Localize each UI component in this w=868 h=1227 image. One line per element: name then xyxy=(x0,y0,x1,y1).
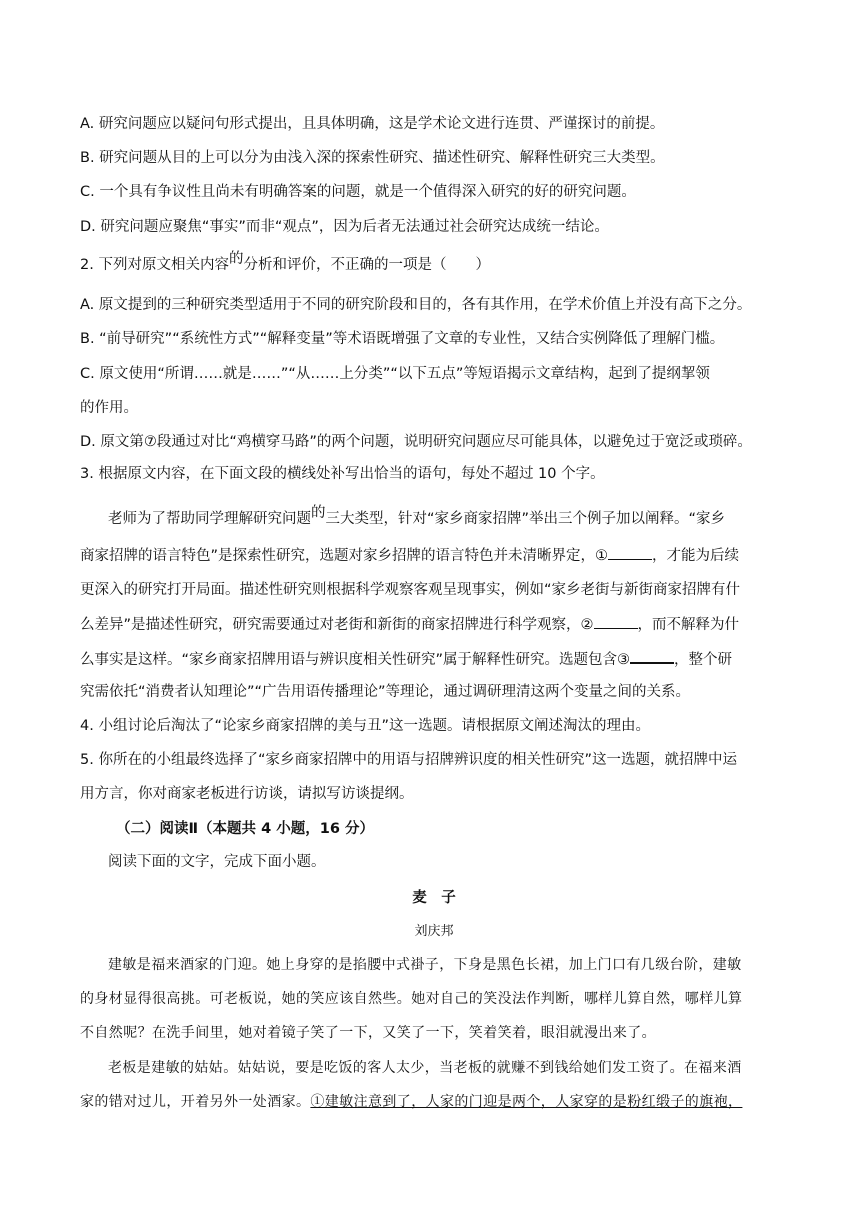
story-p2-l2a: 家的错对过儿，开着另外一处酒家。 xyxy=(80,1094,311,1110)
section-heading: （二）阅读Ⅱ（本题共 4 小题，16 分） xyxy=(116,821,374,837)
passage-l2a: 商家招牌的语言特色”是探索性研究，选题对家乡招牌的语言特色并未清晰界定，① xyxy=(80,548,609,564)
q2-option-c-line1: C. 原文使用“所谓……就是……”“从……上分类”“以下五点”等短语揭示文章结构，起到了提纲挈领 xyxy=(80,366,710,382)
q2-stem-sup: 的 xyxy=(228,251,244,267)
story-p2-line2 xyxy=(80,1092,742,1112)
passage-l4a: 么差异”是描述性研究，研究需要通过对老街和新街的商家招牌进行科学观察，② xyxy=(80,617,594,633)
question2-stem xyxy=(80,251,490,275)
passage-l1-sup: 的 xyxy=(311,505,326,521)
passage-l1b: 三大类型，针对“家乡商家招牌”举出三个例子加以阐释。“家乡 xyxy=(325,511,726,527)
story-p2-line1: 老板是建敏的姑姑。姑姑说，要是吃饭的客人太少，当老板的就赚不到钱给她们发工资了。在福来酒 xyxy=(108,1060,742,1076)
story-p1-line2: 的身材显得很高挑。可老板说，她的笑应该自然些。她对自己的笑没法作判断，哪样儿算自然，哪样儿算 xyxy=(80,991,743,1007)
story-author: 刘庆邦 xyxy=(414,924,454,939)
answer-blank-2[interactable] xyxy=(594,614,638,629)
question4: 4. 小组讨论后淘汰了“论家乡商家招牌的美与丑”这一选题。请根据原文阐述淘汰的理由。 xyxy=(80,718,650,734)
story-title: 麦 子 xyxy=(412,890,456,906)
question3: 3. 根据原文内容，在下面文段的横线处补写出恰当的语句，每处不超过 10 个字。 xyxy=(80,466,605,482)
story-p1-line3: 不自然呢？在洗手间里，她对着镜子笑了一下，又笑了一下，笑着笑着，眼泪就漫出来了。 xyxy=(80,1025,656,1041)
passage-l5a: 么事实是这样。“家乡商家招牌用语与辨识度相关性研究”属于解释性研究。选题包含③ xyxy=(80,652,631,668)
passage-line4 xyxy=(80,614,739,635)
q2-stem-a: 2. 下列对原文相关内容 xyxy=(80,257,229,273)
answer-blank-3[interactable] xyxy=(630,648,674,664)
story-p1-line1: 建敏是福来酒家的门迎。她上身穿的是掐腰中式褂子，下身是黑色长裙，加上门口有几级台阶，建敏 xyxy=(108,957,742,973)
passage-line6: 究需依托“消费者认知理论”“广告用语传播理论”等理论，通过调研理清这两个变量之间的关系。 xyxy=(80,684,691,700)
passage-l1a: 老师为了帮助同学理解研究问题 xyxy=(108,511,311,527)
passage-line2 xyxy=(80,545,739,566)
question5-line2: 用方言，你对商家老板进行访谈，请拟写访谈提纲。 xyxy=(80,786,414,802)
q2-option-a: A. 原文提到的三种研究类型适用于不同的研究阶段和目的，各有其作用，在学术价值上并没有高下之分。 xyxy=(80,297,752,313)
option-d: D. 研究问题应聚焦“事实”而非“观点”，因为后者无法通过社会研究达成统一结论。 xyxy=(80,219,609,235)
passage-line1 xyxy=(108,505,726,529)
answer-blank-1[interactable] xyxy=(608,545,652,560)
underlined-sentence-1: ①建敏注意到了，人家的门迎是两个，人家穿的是粉红缎子的旗袍， xyxy=(310,1094,743,1110)
reading-instruction: 阅读下面的文字，完成下面小题。 xyxy=(108,854,326,870)
q2-stem-b: 分析和评价，不正确的一项是（ ） xyxy=(243,257,490,273)
q2-option-c-line2: 的作用。 xyxy=(80,400,138,416)
passage-line5 xyxy=(80,648,732,670)
option-b: B. 研究问题从目的上可以分为由浅入深的探索性研究、描述性研究、解释性研究三大类型。 xyxy=(80,150,665,166)
option-c: C. 一个具有争议性且尚未有明确答案的问题，就是一个值得深入研究的好的研究问题。 xyxy=(80,184,636,200)
passage-l4b: ，而不解释为什 xyxy=(637,617,740,633)
q2-option-b: B. “前导研究”“系统性方式”“解释变量”等术语既增强了文章的专业性，又结合实例降低了理解门槛。 xyxy=(80,331,725,347)
question5-line1: 5. 你所在的小组最终选择了“家乡商家招牌中的用语与招牌辨识度的相关性研究”这一选题，就招牌中运 xyxy=(80,752,737,768)
passage-l5b: ，整个研 xyxy=(674,652,733,668)
q2-option-d: D. 原文第⑦段通过对比“鸡横穿马路”的两个问题，说明研究问题应尽可能具体，以避免过于宽泛或琐碎。 xyxy=(80,434,752,450)
passage-l2b: ，才能为后续 xyxy=(652,548,740,564)
passage-line3: 更深入的研究打开局面。描述性研究则根据科学观察客观呈现事实，例如“家乡老街与新街商家招牌有什 xyxy=(80,582,741,598)
option-a: A. 研究问题应以疑问句形式提出，且具体明确，这是学术论文进行连贯、严谨探讨的前提。 xyxy=(80,116,665,132)
